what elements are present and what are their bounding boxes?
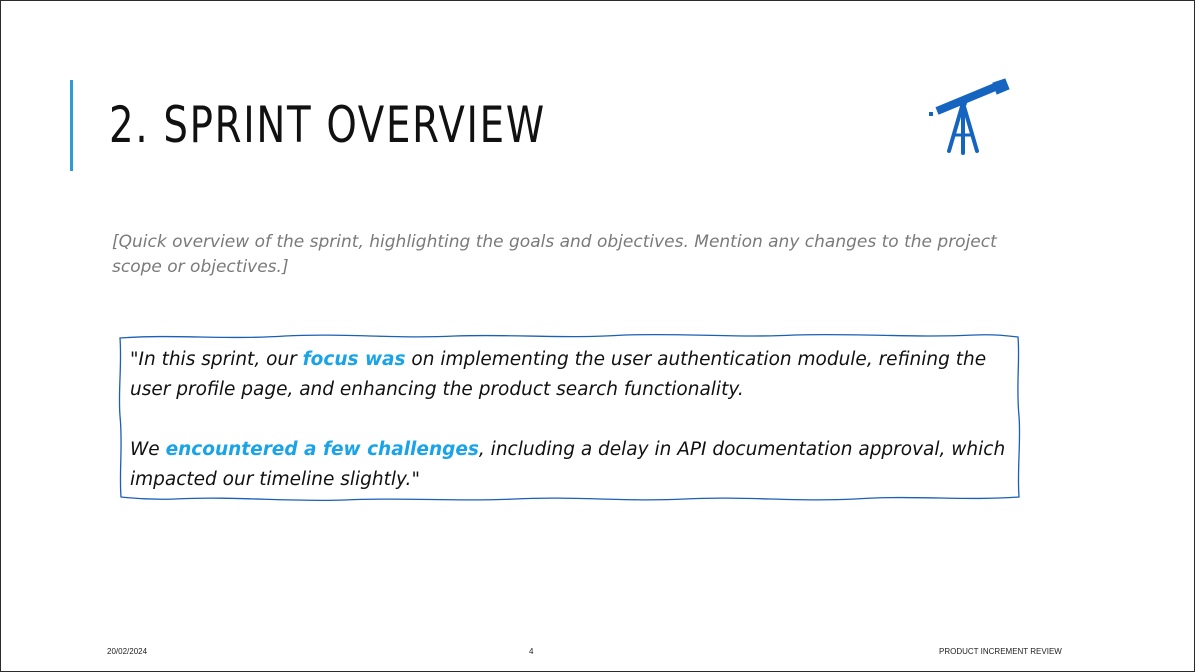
title-accent-bar	[70, 80, 73, 171]
quote-text	[130, 345, 1010, 495]
footer-page-number: 4	[529, 647, 534, 656]
quote-highlight: focus was	[302, 349, 406, 370]
quote-text-segment: on implementing the user authentication module, refining the user profile page, and enhancing the product search functionality.	[130, 349, 987, 400]
telescope-icon	[925, 75, 1011, 159]
slide-subtitle: [Quick overview of the sprint, highlighting the goals and objectives. Mention any changes to the project scope or objectives.]	[112, 232, 997, 277]
quote-text-segment: , including a delay in API documentation approval, which impacted our timeline slightly."	[130, 439, 1006, 490]
quote-highlight: encountered a few challenges	[165, 439, 479, 460]
footer-title: PRODUCT INCREMENT REVIEW	[939, 647, 1062, 656]
slide-title: 2. SPRINT OVERVIEW	[109, 96, 546, 154]
quote-paragraph-1	[130, 345, 1010, 405]
footer-date: 20/02/2024	[107, 647, 148, 656]
quote-text-segment: We	[130, 439, 166, 460]
quote-paragraph-2	[130, 435, 1010, 495]
quote-text-segment: "In this sprint, our	[130, 349, 303, 370]
